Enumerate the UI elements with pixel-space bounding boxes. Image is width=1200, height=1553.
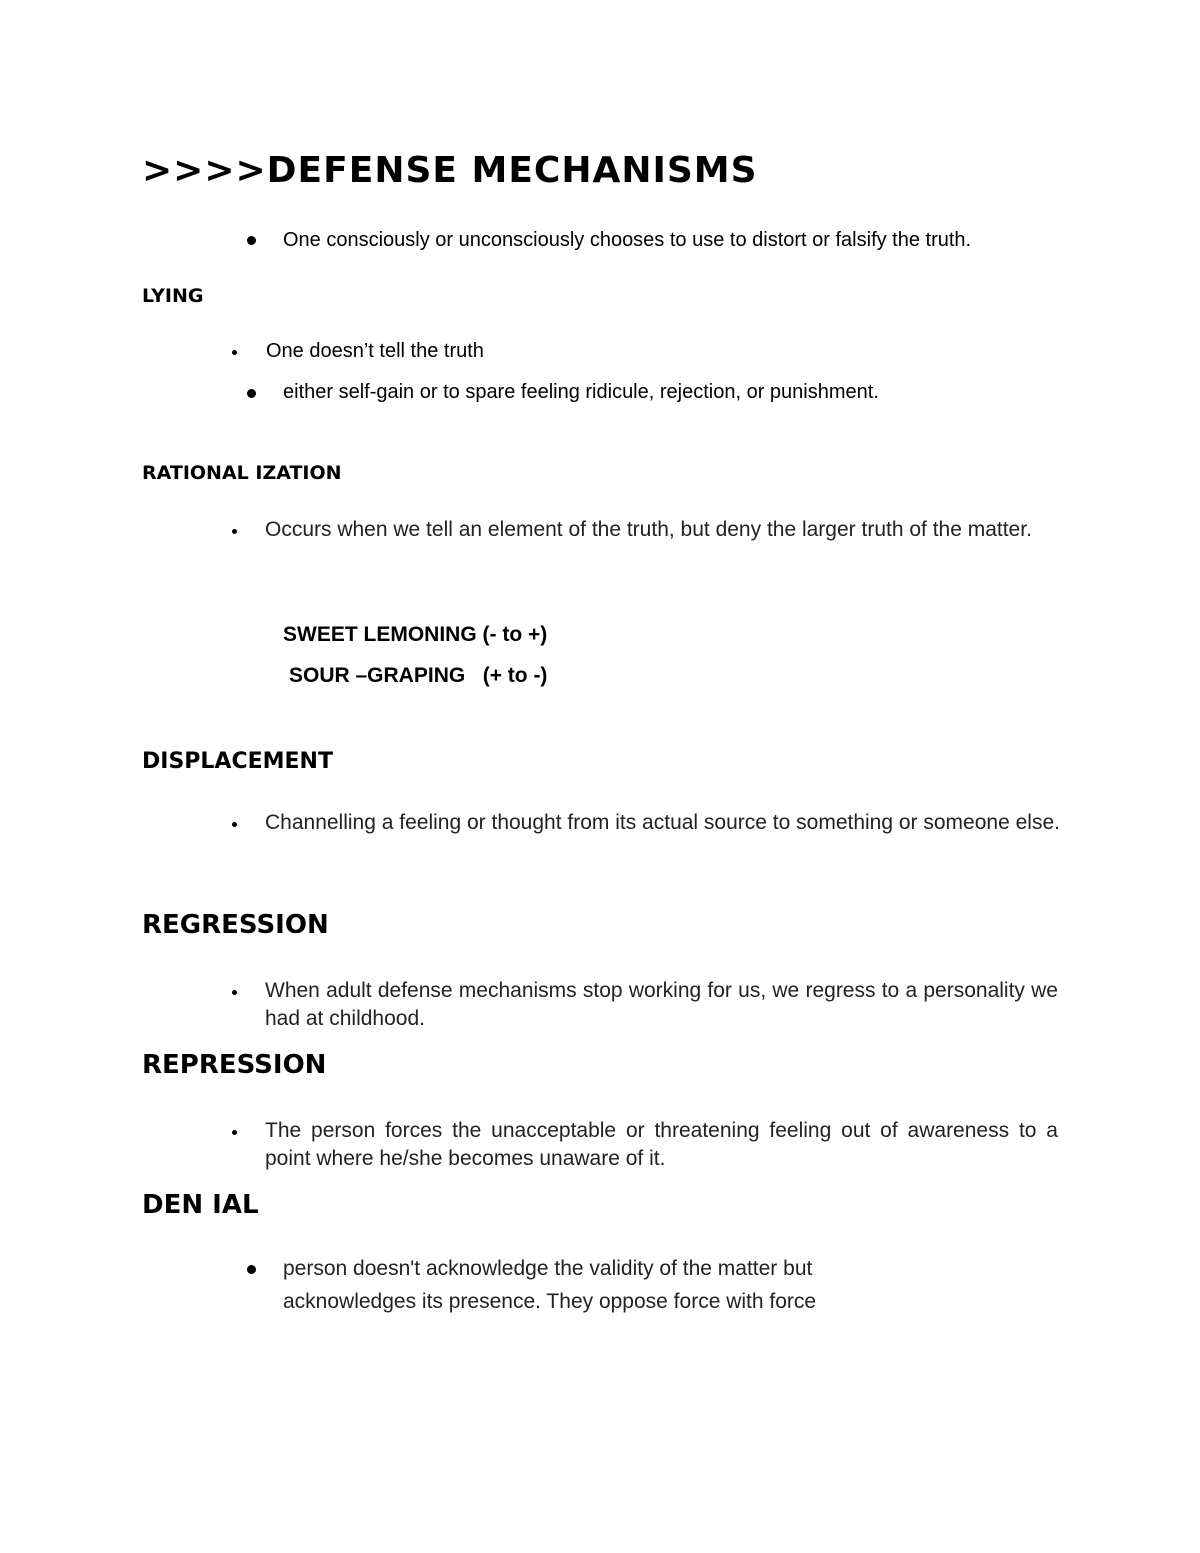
document-title: >>>>DEFENSE MECHANISMS <box>142 150 758 191</box>
intro-bullet-text: One consciously or unconsciously chooses to use to distort or falsify the truth. <box>283 229 972 251</box>
rationalization-bullet: Occurs when we tell an element of the truth, but deny the larger truth of the matter. <box>265 518 1032 541</box>
lying-bullet-2: either self-gain or to spare feeling ridicule, rejection, or punishment. <box>283 381 879 403</box>
repression-bullet: The person forces the unacceptable or threatening feeling out of awareness to a point where he/she becomes unaware of it. <box>265 1119 1058 1170</box>
denial-heading: DEN IAL <box>142 1190 259 1220</box>
denial-bullet-line-1: person doesn't acknowledge the validity of the matter but <box>283 1257 813 1280</box>
denial-bullet-line-2: acknowledges its presence. They oppose force with force <box>283 1290 817 1313</box>
regression-heading: REGRESSION <box>142 910 329 940</box>
bullet-dot <box>232 990 237 995</box>
bullet-dot <box>232 1130 237 1135</box>
sweet-lemoning-item: SWEET LEMONING (- to +) <box>283 623 548 646</box>
bullet-dot <box>232 350 237 355</box>
sour-graping-item: SOUR –GRAPING (+ to -) <box>289 664 548 687</box>
displacement-bullet: Channelling a feeling or thought from its actual source to something or someone else. <box>265 811 1060 834</box>
repression-heading: REPRESSION <box>142 1050 327 1080</box>
bullet-dot <box>232 822 237 827</box>
bullet-dot <box>247 389 256 398</box>
bullet-dot <box>247 236 256 245</box>
bullet-dot <box>232 529 237 534</box>
lying-heading: LYING <box>142 285 204 307</box>
regression-bullet: When adult defense mechanisms stop working for us, we regress to a personality we had at childhood. <box>265 979 1058 1030</box>
lying-bullet-1: One doesn’t tell the truth <box>266 340 484 362</box>
rationalization-heading: RATIONAL IZATION <box>142 462 342 484</box>
bullet-dot <box>247 1265 256 1274</box>
displacement-heading: DISPLACEMENT <box>142 749 333 774</box>
